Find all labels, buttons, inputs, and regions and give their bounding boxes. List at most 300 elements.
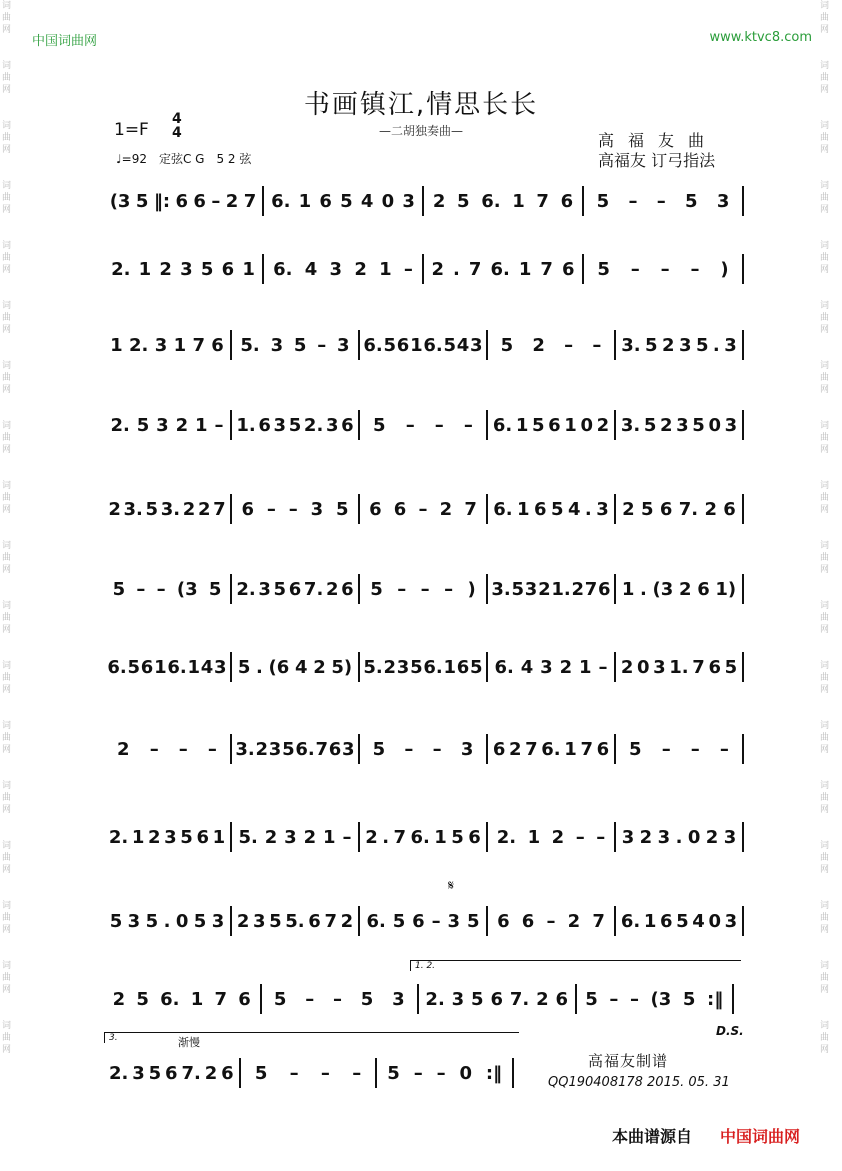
note: 6	[561, 258, 575, 280]
note: –	[690, 738, 700, 760]
note: 3	[596, 498, 609, 520]
note: 6	[341, 578, 354, 600]
measure	[360, 415, 486, 436]
note: 3	[678, 334, 692, 356]
note: 5	[269, 910, 282, 932]
note: 4	[692, 910, 705, 932]
note: 2	[678, 578, 692, 600]
note: 4	[304, 258, 318, 280]
note: (3	[652, 578, 674, 600]
note: –	[418, 498, 428, 520]
watermark-text: 词 曲 网	[820, 481, 830, 515]
note: 7	[692, 656, 705, 678]
note: 6	[341, 414, 354, 436]
note: 5	[148, 1062, 162, 1084]
note: 0	[636, 656, 650, 678]
note: 1	[138, 258, 152, 280]
site-url-right[interactable]: www.ktvc8.com	[709, 30, 812, 45]
measure	[377, 1063, 512, 1084]
note: –	[320, 1062, 330, 1084]
measure	[241, 1063, 376, 1084]
note: 4	[520, 656, 534, 678]
note: 5.	[240, 334, 260, 356]
measure	[232, 415, 358, 436]
note: 7	[464, 498, 477, 520]
note: 2.	[236, 578, 256, 600]
watermark-text: 词 曲 网	[2, 301, 12, 335]
note: (3	[109, 190, 131, 212]
source-label: 本曲谱源自	[612, 1127, 693, 1146]
note: 6	[396, 334, 410, 356]
note: 2	[571, 578, 584, 600]
note: 2	[567, 910, 581, 932]
watermark-text: 词 曲 网	[2, 661, 12, 695]
note: 5	[443, 334, 456, 356]
watermark-text: 词 曲 网	[820, 1021, 830, 1055]
note: 6	[193, 190, 206, 212]
measure	[104, 191, 262, 212]
note: 6.	[160, 988, 180, 1010]
note: 6	[196, 826, 209, 848]
note: .	[256, 656, 263, 678]
watermark-text: 词 曲 网	[820, 601, 830, 635]
note: 1	[298, 190, 312, 212]
note: 7.	[509, 988, 530, 1010]
note: 6	[659, 498, 673, 520]
note: 3	[325, 414, 339, 436]
measure	[104, 739, 230, 760]
note: 7	[393, 826, 406, 848]
note: –	[397, 578, 407, 600]
note: –	[596, 826, 606, 848]
measure	[584, 191, 742, 212]
note: 6	[165, 1062, 178, 1084]
measure	[360, 335, 486, 356]
note: 5	[193, 910, 207, 932]
measure	[616, 827, 742, 848]
watermark-text: 词 曲 网	[2, 481, 12, 515]
note: 7	[525, 738, 538, 760]
note: 7	[468, 258, 482, 280]
measure	[488, 911, 614, 932]
watermark-text: 词 曲 网	[820, 781, 830, 815]
note: 2	[705, 826, 719, 848]
note: 5	[695, 334, 709, 356]
note: 5	[724, 656, 738, 678]
note: 6	[238, 988, 251, 1010]
note: 2.	[303, 414, 324, 436]
note: 6	[723, 498, 736, 520]
score-line	[104, 906, 744, 936]
note: 5	[109, 910, 123, 932]
composer: 高福友曲	[598, 131, 719, 150]
note: 1	[434, 826, 447, 848]
note: 3	[258, 578, 271, 600]
note: 3	[273, 414, 287, 436]
watermark-text: 词 曲 网	[820, 181, 830, 215]
note: 4	[567, 498, 581, 520]
note: 4	[456, 334, 470, 356]
note: 2	[147, 826, 161, 848]
note: 1	[195, 414, 208, 436]
note: (6	[268, 656, 290, 678]
note: 6.	[410, 826, 430, 848]
note: )	[720, 258, 729, 280]
source-site-link[interactable]: 中国词曲网	[720, 1127, 801, 1146]
note: 5	[136, 988, 149, 1010]
key-signature: 1=F	[114, 120, 149, 140]
note: 6	[241, 498, 254, 520]
note: 1.	[669, 656, 689, 678]
score-line	[104, 652, 744, 682]
watermark-text: 词 曲 网	[820, 1, 830, 35]
note: –	[629, 988, 639, 1010]
score-line	[104, 574, 744, 604]
note: 3	[180, 258, 193, 280]
note: 3	[540, 656, 553, 678]
time-signature	[172, 112, 182, 140]
note: 6.	[423, 334, 443, 356]
measure	[424, 191, 582, 212]
note: 5.	[238, 826, 258, 848]
watermark-text: 词 曲 网	[820, 241, 830, 275]
note: –	[660, 258, 670, 280]
note: :‖	[485, 1062, 503, 1084]
watermark-text: 词 曲 网	[2, 241, 12, 275]
note: 5	[360, 988, 374, 1010]
note: 2	[175, 414, 189, 436]
note: 1	[517, 498, 530, 520]
note: 7.	[678, 498, 699, 520]
note: 3	[653, 656, 666, 678]
barline	[512, 1058, 514, 1088]
note: )	[467, 578, 476, 600]
note: 5	[457, 190, 470, 212]
note: –	[546, 910, 556, 932]
note: 6	[598, 578, 611, 600]
note: 1	[242, 258, 255, 280]
volta-ending-1-2: 1. 2.	[410, 960, 741, 971]
note: 6	[221, 258, 235, 280]
note: –	[598, 656, 608, 678]
note: 3	[214, 656, 227, 678]
note: 6.	[493, 498, 513, 520]
note: –	[405, 414, 415, 436]
note: –	[156, 578, 166, 600]
note: 1	[323, 826, 336, 848]
watermark-text: 词 曲 网	[820, 541, 830, 575]
measure	[616, 657, 742, 678]
note: –	[420, 578, 430, 600]
watermark-text: 词 曲 网	[2, 901, 12, 935]
note: 2	[236, 910, 250, 932]
note: –	[564, 334, 574, 356]
note: 1.	[551, 578, 571, 600]
score-line	[104, 494, 744, 524]
measure	[104, 989, 260, 1010]
watermark-text: 词 曲 网	[820, 61, 830, 95]
note: 5	[531, 414, 545, 436]
note: –	[288, 498, 298, 520]
note: 5	[136, 414, 150, 436]
watermark-right	[820, 0, 840, 1080]
note: 0	[708, 910, 721, 932]
note: 3	[252, 910, 266, 932]
barline	[742, 822, 744, 852]
note: –	[403, 258, 413, 280]
note: 5	[273, 578, 287, 600]
score-line	[104, 1058, 514, 1088]
note: 2	[559, 656, 573, 678]
note: 6	[555, 988, 568, 1010]
note: 6.	[167, 656, 187, 678]
watermark-text: 词 曲 网	[2, 1, 12, 35]
note: 1	[515, 414, 529, 436]
measure	[104, 911, 230, 932]
note: 2	[538, 578, 551, 600]
note: –	[592, 334, 602, 356]
note: 6.	[492, 414, 513, 436]
watermark-text: 词 曲 网	[2, 421, 12, 455]
note: 6	[497, 910, 510, 932]
note: 3	[164, 826, 177, 848]
measure	[419, 989, 575, 1010]
barline	[742, 574, 744, 604]
note: 5	[387, 1062, 400, 1084]
note: 4	[360, 190, 374, 212]
note: 3	[310, 498, 324, 520]
measure	[616, 911, 742, 932]
note: 2	[313, 656, 326, 678]
note: 3	[127, 910, 141, 932]
note: 5	[370, 578, 383, 600]
note: 6.	[107, 656, 127, 678]
note: –	[178, 738, 188, 760]
note: 3	[268, 738, 282, 760]
note: 5	[180, 826, 193, 848]
note: 6	[456, 656, 470, 678]
dal-segno-mark: D.S.	[716, 1024, 744, 1038]
note: .	[584, 498, 592, 520]
note: 5	[511, 578, 525, 600]
note: 5	[254, 1062, 268, 1084]
note: 1	[110, 334, 123, 356]
note: 6.	[494, 656, 514, 678]
note: 5	[273, 988, 287, 1010]
measure	[104, 657, 230, 678]
note: 3.	[160, 498, 181, 520]
barline	[742, 906, 744, 936]
note: 6	[708, 656, 721, 678]
volta-ending-3: 3.	[104, 1032, 519, 1043]
note: 6	[140, 656, 154, 678]
note: 5	[641, 498, 654, 520]
tempo-mark-slow: 渐慢	[178, 1036, 200, 1049]
note: 2	[659, 414, 673, 436]
measure	[104, 335, 230, 356]
note: 5	[282, 738, 295, 760]
note: –	[609, 988, 619, 1010]
score-line	[104, 186, 744, 216]
note: 1	[643, 910, 657, 932]
note: 6	[412, 910, 425, 932]
note: –	[444, 578, 454, 600]
note: 6	[221, 1062, 234, 1084]
note: 2.	[108, 1062, 129, 1084]
measure	[616, 739, 742, 760]
note: 5	[550, 498, 564, 520]
note: 5	[383, 334, 397, 356]
note: 5	[237, 656, 251, 678]
barline	[732, 984, 734, 1014]
measure	[360, 499, 486, 520]
note: 3	[270, 334, 284, 356]
note: 7.	[181, 1062, 201, 1084]
note: –	[661, 738, 671, 760]
note: 3	[329, 258, 343, 280]
note: 5	[392, 910, 406, 932]
measure	[488, 739, 614, 760]
note: 2.	[496, 826, 517, 848]
note: –	[404, 738, 414, 760]
note: –	[211, 190, 221, 212]
note: 6	[308, 910, 321, 932]
note: .	[640, 578, 647, 600]
measure	[488, 579, 614, 600]
note: –	[317, 334, 327, 356]
note: 0	[175, 910, 189, 932]
note: .	[163, 910, 171, 932]
note: 7	[243, 190, 257, 212]
note: 5.	[363, 656, 383, 678]
watermark-text: 词 曲 网	[2, 121, 12, 155]
note: 5	[471, 988, 484, 1010]
note: 6	[468, 826, 481, 848]
note: 6	[697, 578, 710, 600]
measure	[488, 657, 614, 678]
measure	[262, 989, 418, 1010]
note: 5	[645, 334, 658, 356]
note: 1	[212, 826, 226, 848]
measure	[104, 579, 230, 600]
score-line	[104, 330, 744, 360]
note: 6.	[423, 656, 443, 678]
note: 6	[258, 414, 271, 436]
note: 5	[373, 414, 386, 436]
note: 7	[315, 738, 328, 760]
note: –	[207, 738, 217, 760]
note: –	[630, 258, 640, 280]
watermark-text: 词 曲 网	[2, 721, 12, 755]
segno-icon: 𝄋	[448, 878, 455, 894]
note: 2	[551, 826, 565, 848]
barline	[742, 186, 744, 216]
note: 5	[340, 190, 353, 212]
note: 5.	[285, 910, 305, 932]
note: 3	[337, 334, 350, 356]
note: 5	[466, 910, 480, 932]
watermark-text: 词 曲 网	[820, 421, 830, 455]
note: 7	[592, 910, 605, 932]
note: 2	[662, 334, 675, 356]
note: 1	[443, 656, 456, 678]
note: 2	[622, 498, 635, 520]
note: 6	[548, 414, 561, 436]
note: 7	[214, 988, 228, 1010]
note: 5	[596, 190, 610, 212]
note: 1	[410, 334, 423, 356]
note: 2	[432, 190, 446, 212]
measure	[488, 335, 614, 356]
note: 3	[470, 334, 483, 356]
measure	[488, 499, 614, 520]
watermark-text: 词 曲 网	[2, 361, 12, 395]
note: 6	[596, 738, 610, 760]
note: –	[431, 910, 441, 932]
note: 7	[324, 910, 337, 932]
note: 3	[676, 414, 689, 436]
note: 2.	[129, 334, 149, 356]
note: 1	[579, 656, 592, 678]
note: 1	[131, 826, 145, 848]
note: 3	[342, 738, 355, 760]
note: 3	[132, 1062, 145, 1084]
note: 2	[303, 826, 317, 848]
note: 6	[393, 498, 407, 520]
measure	[584, 259, 742, 280]
note: 1	[154, 656, 167, 678]
note: 2	[204, 1062, 218, 1084]
note: 2	[159, 258, 172, 280]
note: 2	[532, 334, 545, 356]
note: 3	[621, 826, 635, 848]
measure	[232, 827, 358, 848]
barline	[742, 330, 744, 360]
note: –	[342, 826, 352, 848]
note: .	[382, 826, 390, 848]
note: 2	[325, 578, 339, 600]
note: –	[289, 1062, 299, 1084]
note: –	[305, 988, 315, 1010]
note: –	[436, 1062, 446, 1084]
note: :‖	[707, 988, 724, 1010]
note: 6	[659, 910, 673, 932]
measure	[264, 191, 422, 212]
note: 2	[255, 738, 269, 760]
watermark-text: 词 曲 网	[820, 961, 830, 995]
barline	[742, 734, 744, 764]
note: –	[463, 414, 473, 436]
note: 5	[372, 738, 386, 760]
note: 1	[564, 738, 577, 760]
note: 2	[225, 190, 239, 212]
score-line	[104, 822, 744, 852]
note: 6	[521, 910, 535, 932]
note: 3	[451, 988, 465, 1010]
note: 6	[319, 190, 332, 212]
measure	[232, 657, 358, 678]
measure	[488, 827, 614, 848]
measure	[232, 499, 358, 520]
note: 2	[596, 414, 610, 436]
note: –	[149, 738, 159, 760]
note: 1)	[715, 578, 737, 600]
note: 6	[490, 988, 503, 1010]
note: 2	[197, 498, 211, 520]
site-name-left[interactable]: 中国词曲网	[32, 34, 98, 49]
watermark-text: 词 曲 网	[2, 841, 12, 875]
note: –	[214, 414, 224, 436]
